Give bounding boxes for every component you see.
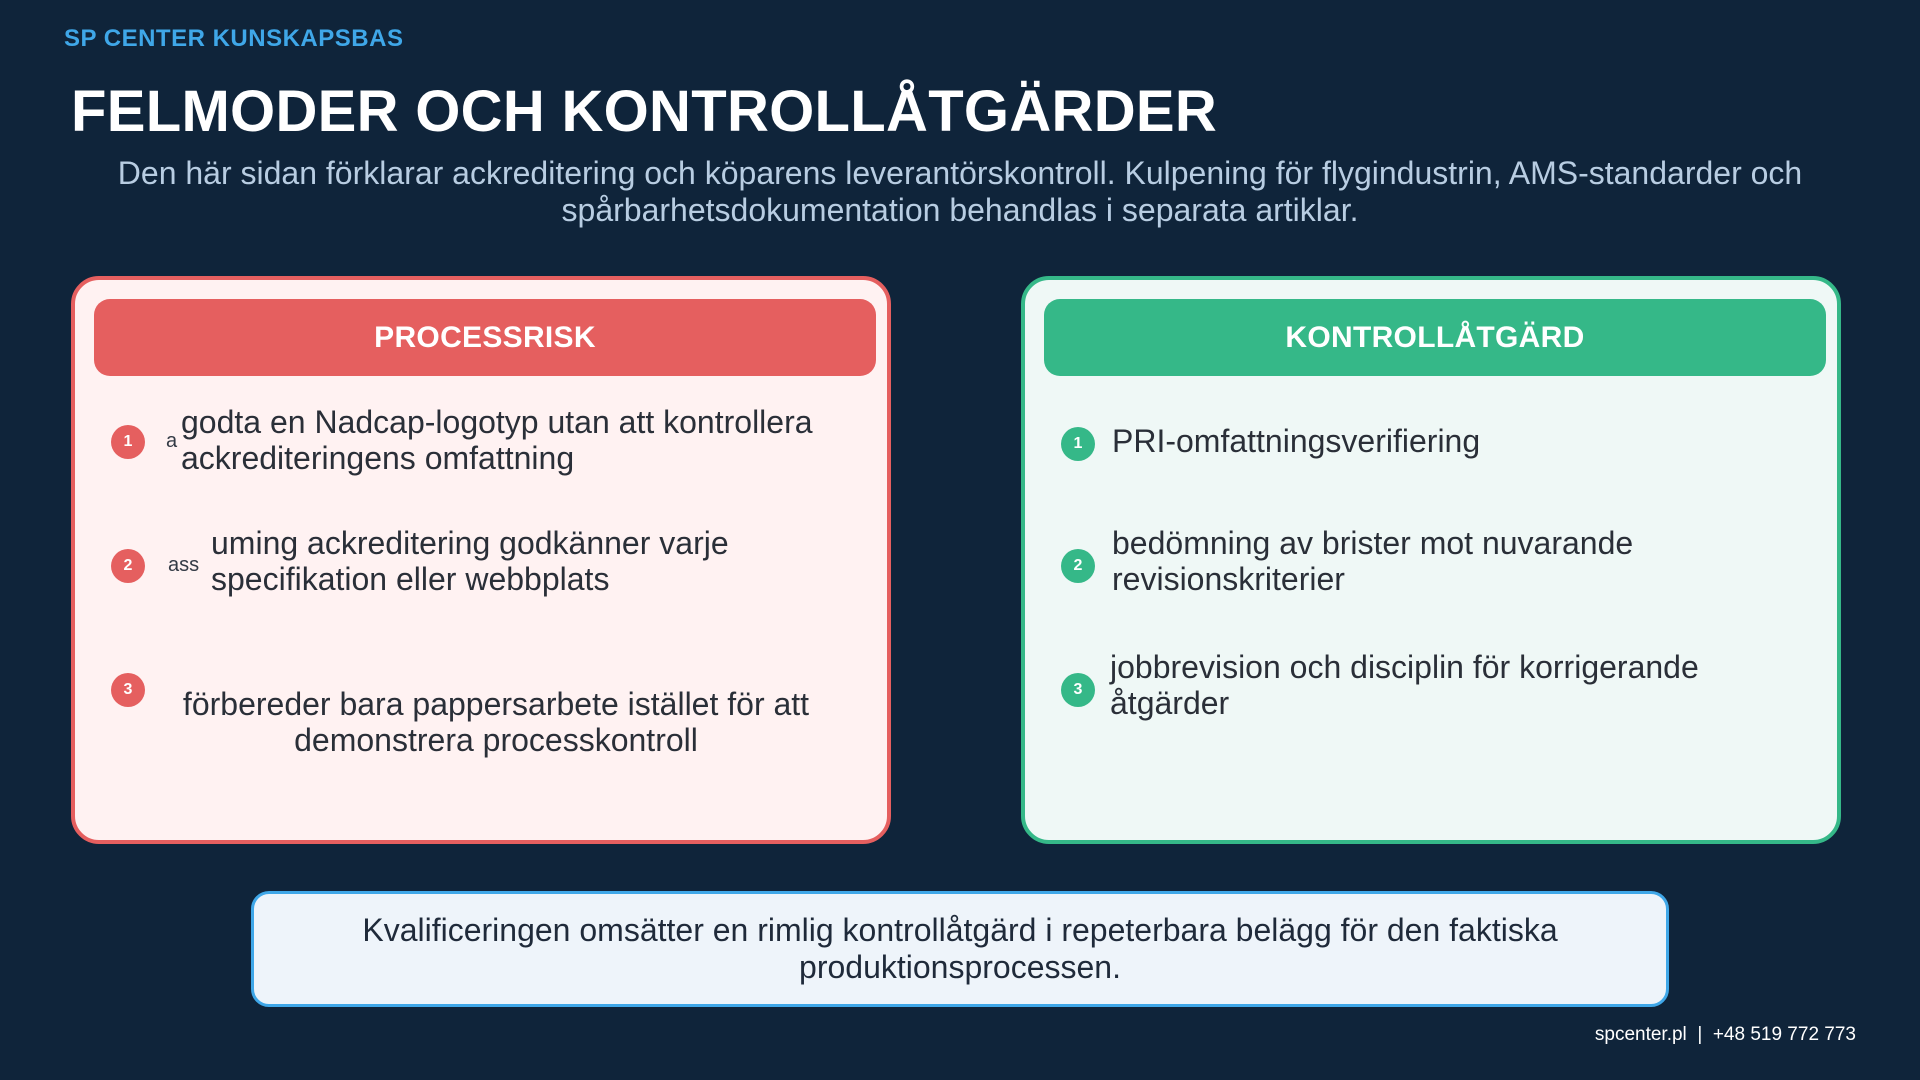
page-title: FELMODER OCH KONTROLLÅTGÄRDER (71, 79, 1218, 144)
risk-item-number: 3 (111, 673, 145, 707)
control-item-number: 1 (1061, 427, 1095, 461)
brand-label: SP CENTER KUNSKAPSBAS (64, 25, 404, 52)
control-item-text: bedömning av brister mot nuvarande revisionskriterier (1112, 525, 1634, 597)
process-risk-header: PROCESSRISK (94, 299, 876, 376)
risk-item-text: godta en Nadcap-logotyp utan att kontrollera ackrediteringens omfattning (181, 404, 813, 476)
risk-item-text: förbereder bara pappersarbete istället för att demonstrera processkontroll (182, 686, 810, 758)
control-measure-header: KONTROLLÅTGÄRD (1044, 299, 1826, 376)
page-subtitle: Den här sidan förklarar ackreditering och köparens leverantörskontroll. Kulpening för flygindustrin, AMS-standarder och spårbarhetsdokumentation behandlas i separata artiklar. (117, 155, 1803, 228)
risk-item-fragment: a (166, 430, 178, 452)
control-measure-card (1021, 276, 1841, 844)
risk-item-number: 1 (111, 425, 145, 459)
control-item-number: 2 (1061, 549, 1095, 583)
contact-info: spcenter.pl | +48 519 772 773 (1594, 1024, 1856, 1045)
control-item-text: jobbrevision och disciplin för korrigerande åtgärder (1110, 649, 1699, 721)
risk-item-text: uming ackreditering godkänner varje specifikation eller webbplats (211, 525, 729, 597)
risk-item-number: 2 (111, 549, 145, 583)
control-item-number: 3 (1061, 673, 1095, 707)
summary-callout: Kvalificeringen omsätter en rimlig kontrollåtgärd i repeterbara belägg för den faktiska produktionsprocessen. (251, 891, 1669, 1007)
process-risk-card (71, 276, 891, 844)
risk-item-fragment: ass (168, 554, 200, 576)
control-item-text: PRI-omfattningsverifiering (1112, 423, 1481, 459)
